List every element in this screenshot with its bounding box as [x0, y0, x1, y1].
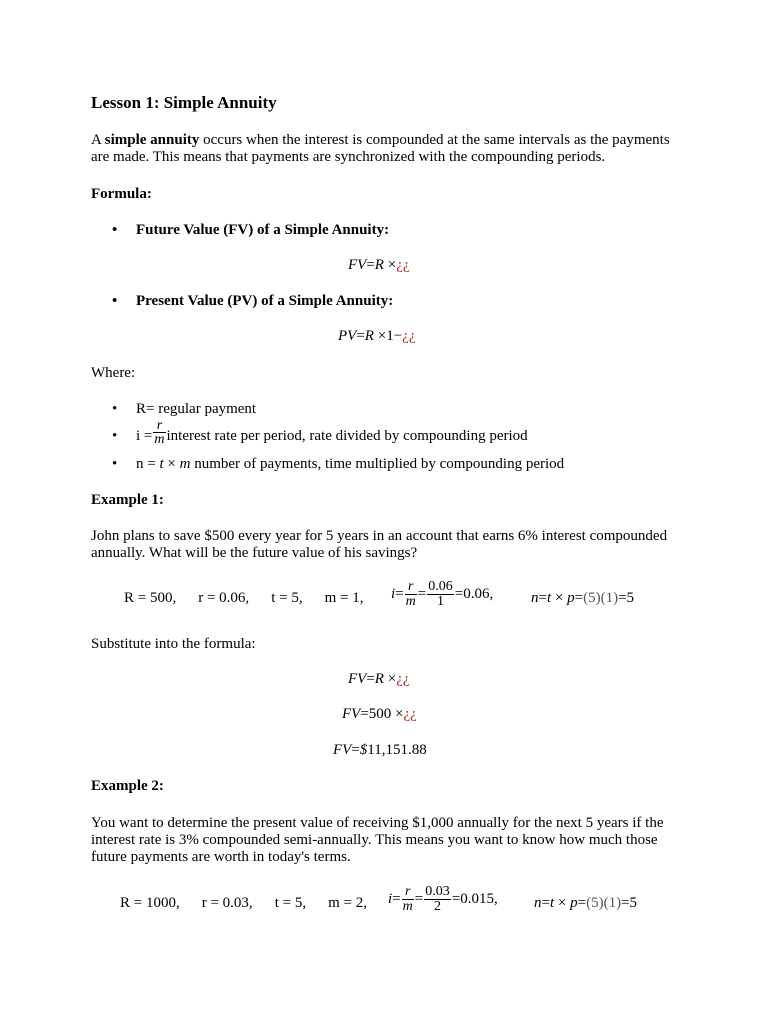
fv-lhs: FV: [348, 257, 367, 273]
step-lhs: FV: [342, 706, 361, 722]
equals-sign: =: [574, 590, 584, 606]
example1-step-3: [333, 742, 427, 759]
times-sign: ×: [377, 328, 387, 344]
equals-sign: =: [621, 895, 630, 911]
example2-i-calc: [388, 885, 498, 914]
t-symbol: t: [546, 590, 552, 606]
bullet-dot: •: [112, 293, 118, 309]
example1-n-calc: [531, 590, 634, 607]
bullet-dot: •: [112, 401, 118, 417]
equals-sign: =: [541, 895, 550, 911]
where-label: Where:: [91, 365, 136, 381]
minus-sign: −: [393, 328, 403, 344]
fraction-numerator: r: [402, 885, 414, 900]
p-symbol: p: [567, 590, 575, 606]
n-expression: (5)(1): [583, 590, 619, 606]
document-page: [91, 0, 681, 1024]
equals-sign: =: [395, 585, 404, 602]
var-time: t = 5,: [271, 590, 303, 606]
def-i-prefix: i =: [136, 428, 153, 444]
var-r-payment: R = 1000,: [120, 895, 180, 911]
intro-bold-term: simple annuity: [104, 132, 200, 148]
equals-sign: =: [366, 257, 375, 273]
equals-sign: =: [538, 590, 547, 606]
bullet-dot: •: [112, 428, 118, 444]
lesson-title: Lesson 1: Simple Annuity: [91, 93, 277, 112]
example1-text: John plans to save $500 every year for 5 years in an account that earns 6% interest compounded annually. What will be the future value of his savings?: [91, 528, 668, 561]
fraction-numerator: 0.06: [428, 579, 453, 594]
fraction-numerator: r: [156, 418, 163, 433]
garbled-glyphs: ¿¿: [396, 257, 410, 273]
intro-paragraph: [91, 132, 676, 166]
t-symbol: t: [549, 895, 555, 911]
n-result: 5: [629, 895, 638, 911]
formula-heading: Formula:: [91, 186, 152, 202]
equals-sign: =: [351, 742, 360, 758]
times-sign: ×: [387, 257, 397, 273]
fv-heading: Future Value (FV) of a Simple Annuity:: [136, 222, 390, 238]
def-item-r: [112, 401, 257, 418]
fraction-denominator: 2: [433, 899, 441, 914]
times-sign: ×: [554, 590, 564, 606]
example1-variables: [124, 590, 385, 607]
step-rhs: R: [374, 671, 384, 687]
step-rhs: 500: [368, 706, 392, 722]
i-symbol: i: [391, 585, 396, 602]
fraction-numerator: r: [405, 580, 417, 595]
pv-one: 1: [386, 328, 394, 344]
bullet-dot: •: [112, 456, 118, 472]
example2-variables: [120, 895, 389, 912]
def-n-prefix: n =: [136, 456, 160, 472]
intro-prefix: A: [91, 132, 105, 148]
equals-sign: =: [451, 890, 461, 907]
def-item-n: [112, 456, 565, 473]
i-result: 0.015,: [460, 890, 498, 907]
garbled-glyphs: ¿¿: [403, 706, 417, 722]
i-result: 0.06,: [463, 585, 494, 602]
intro-rest: occurs when the interest is compounded at the same intervals as the payments are made. This means that payments are synchronized with the compounding periods.: [91, 132, 670, 165]
example2-n-calc: [534, 895, 637, 912]
var-m: m = 1,: [324, 590, 364, 606]
example2-text: You want to determine the present value of receiving $1,000 annually for the next 5 years if the interest rate is 3% compounded semi-annually. This means you want to know how much those future payments are worth in today's terms.: [91, 815, 664, 865]
equals-sign: =: [454, 585, 464, 602]
equals-sign: =: [414, 890, 424, 907]
i-fraction-rm: [402, 885, 414, 914]
def-r-text: R= regular payment: [136, 401, 257, 417]
garbled-glyphs: ¿¿: [396, 671, 410, 687]
var-rate: r = 0.03,: [201, 895, 253, 911]
def-i-fraction: [153, 419, 165, 447]
def-n-m: m: [179, 456, 191, 472]
i-fraction-values: [424, 885, 451, 914]
n-symbol: n: [531, 590, 539, 606]
var-r-payment: R = 500,: [124, 590, 177, 606]
var-rate: r = 0.06,: [198, 590, 250, 606]
var-time: t = 5,: [274, 895, 307, 911]
dollar-sign: $: [359, 742, 368, 758]
pv-lhs: PV: [338, 328, 357, 344]
times-sign: ×: [557, 895, 567, 911]
step-lhs: FV: [348, 671, 367, 687]
example1-i-calc: [391, 580, 493, 609]
substitute-label: Substitute into the formula:: [91, 636, 256, 652]
times-sign: ×: [387, 671, 397, 687]
example2-heading: Example 2:: [91, 778, 164, 794]
def-n-t: t: [159, 456, 164, 472]
example1-step-2: [342, 706, 417, 723]
n-result: 5: [626, 590, 635, 606]
i-fraction-values: [427, 580, 454, 609]
def-item-i: [112, 418, 528, 447]
n-symbol: n: [534, 895, 542, 911]
equals-sign: =: [392, 890, 401, 907]
fv-formula: [348, 257, 410, 274]
example1-heading: Example 1:: [91, 492, 164, 508]
def-i-text: interest rate per period, rate divided by compounding period: [166, 428, 528, 444]
i-symbol: i: [388, 890, 393, 907]
p-symbol: p: [570, 895, 578, 911]
def-n-text: number of payments, time multiplied by compounding period: [190, 456, 565, 472]
fv-r: R: [374, 257, 384, 273]
example1-step-1: [348, 671, 410, 688]
step-lhs: FV: [333, 742, 352, 758]
pv-heading: Present Value (PV) of a Simple Annuity:: [136, 293, 394, 309]
times-sign: ×: [167, 456, 176, 472]
var-m: m = 2,: [328, 895, 367, 911]
fraction-denominator: m: [154, 432, 165, 447]
bullet-dot: •: [112, 222, 118, 238]
fraction-denominator: m: [402, 899, 413, 914]
fraction-numerator: 0.03: [425, 884, 450, 899]
equals-sign: =: [417, 585, 427, 602]
times-sign: ×: [395, 706, 404, 722]
equals-sign: =: [356, 328, 365, 344]
equals-sign: =: [360, 706, 369, 722]
pv-bullet: [112, 293, 394, 310]
fv-bullet: [112, 222, 390, 239]
equals-sign: =: [577, 895, 587, 911]
pv-formula: [338, 328, 415, 345]
n-expression: (5)(1): [586, 895, 622, 911]
fraction-denominator: 1: [436, 594, 444, 609]
equals-sign: =: [618, 590, 627, 606]
garbled-glyphs: ¿¿: [402, 328, 416, 344]
equals-sign: =: [366, 671, 375, 687]
fraction-denominator: m: [405, 594, 416, 609]
pv-r: R: [364, 328, 374, 344]
fv-result-value: 11,151.88: [367, 742, 427, 758]
i-fraction-rm: [405, 580, 417, 609]
